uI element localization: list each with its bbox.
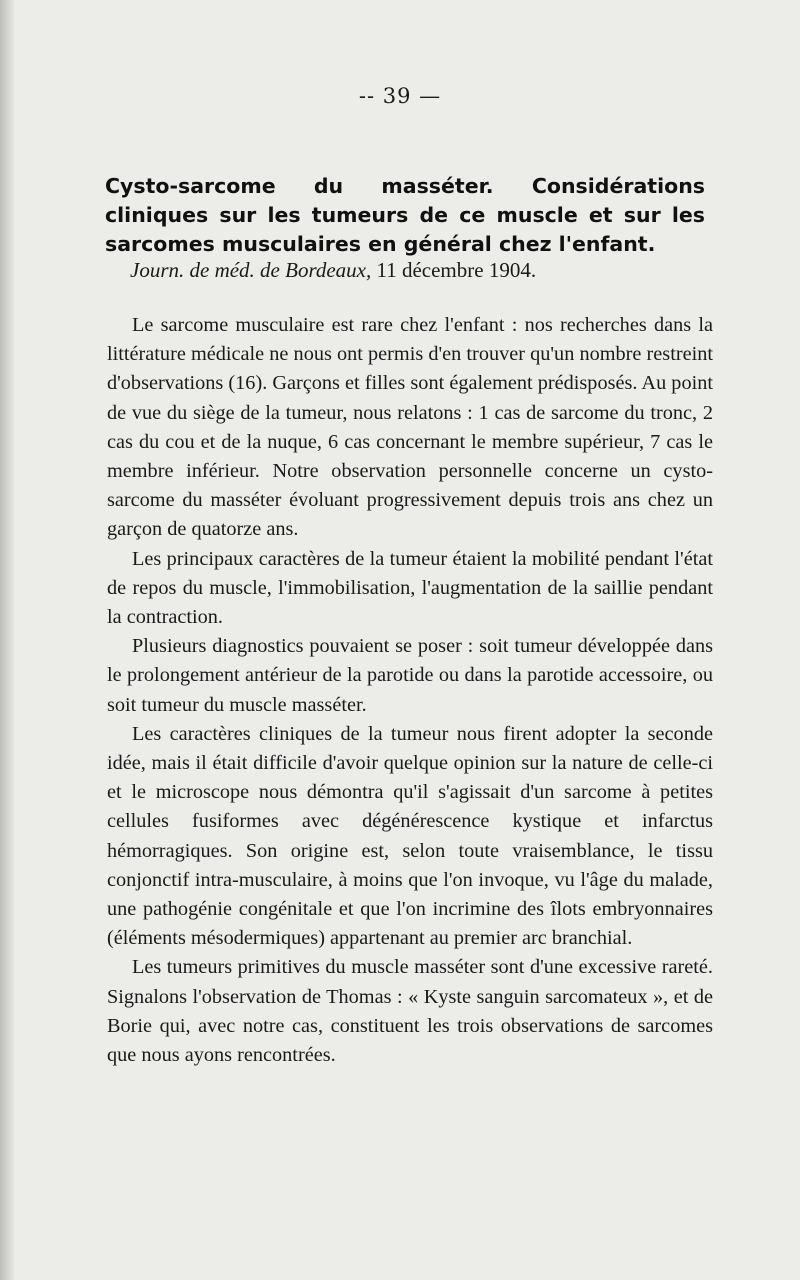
page-edge-shadow: [0, 0, 14, 1280]
paragraph: Les principaux caractères de la tumeur étaient la mobilité pendant l'état de repos du muscle, l'immobilisation, l'augmentation de la saillie pendant la contraction.: [107, 547, 713, 629]
article-title: Cysto-sarcome du masséter. Considérations cliniques sur les tumeurs de ce muscle et sur les sarcomes musculaires en général chez l'enfant.: [105, 174, 705, 256]
citation: [130, 258, 690, 283]
paragraph: Plusieurs diagnostics pouvaient se poser : soit tumeur développée dans le prolongement antérieur de la parotide ou dans la parotide accessoire, ou soit tumeur du muscle masséter.: [107, 635, 713, 716]
article-body: [107, 311, 713, 1070]
paragraph: Les tumeurs primitives du muscle masséter sont d'une excessive rareté. Signalons l'observation de Thomas : « Kyste sanguin sarcomateux », et de Borie qui, avec notre cas, constituent les trois observations de sarcomes que nous ayons rencontrées.: [107, 956, 713, 1067]
paragraph: Le sarcome musculaire est rare chez l'enfant : nos recherches dans la littérature médicale ne nous ont permis d'en trouver qu'un nombre restreint d'observations (16). Garçons et filles sont également prédisposés. Au point de vue du siège de la tumeur, nous relatons : 1 cas de sarcome du tronc, 2 cas du cou et de la nuque, 6 cas concernant le membre supérieur, 7 cas le membre inférieur. Notre observation personnelle concerne un cysto-sarcome du masséter évoluant progressivement depuis trois ans chez un garçon de quatorze ans.: [107, 314, 713, 541]
page-number: -- 39 —: [358, 84, 442, 108]
paragraph: Les caractères cliniques de la tumeur nous firent adopter la seconde idée, mais il était difficile d'avoir quelque opinion sur la nature de celle-ci et le microscope nous démontra qu'il s'agissait d'un sarcome à petites cellules fusiformes avec dégénérescence kystique et infarctus hémorragiques. Son origine est, selon toute vraisemblance, le tissu conjonctif intra-musculaire, à moins que l'on invoque, vu l'âge du malade, une pathogénie congénitale et que l'on incrimine des îlots embryonnaires (éléments mésodermiques) appartenant au premier arc branchial.: [107, 722, 713, 950]
citation-journal: Journ. de méd. de Bordeaux,: [130, 258, 372, 282]
citation-date: 11 décembre 1904.: [376, 258, 537, 282]
